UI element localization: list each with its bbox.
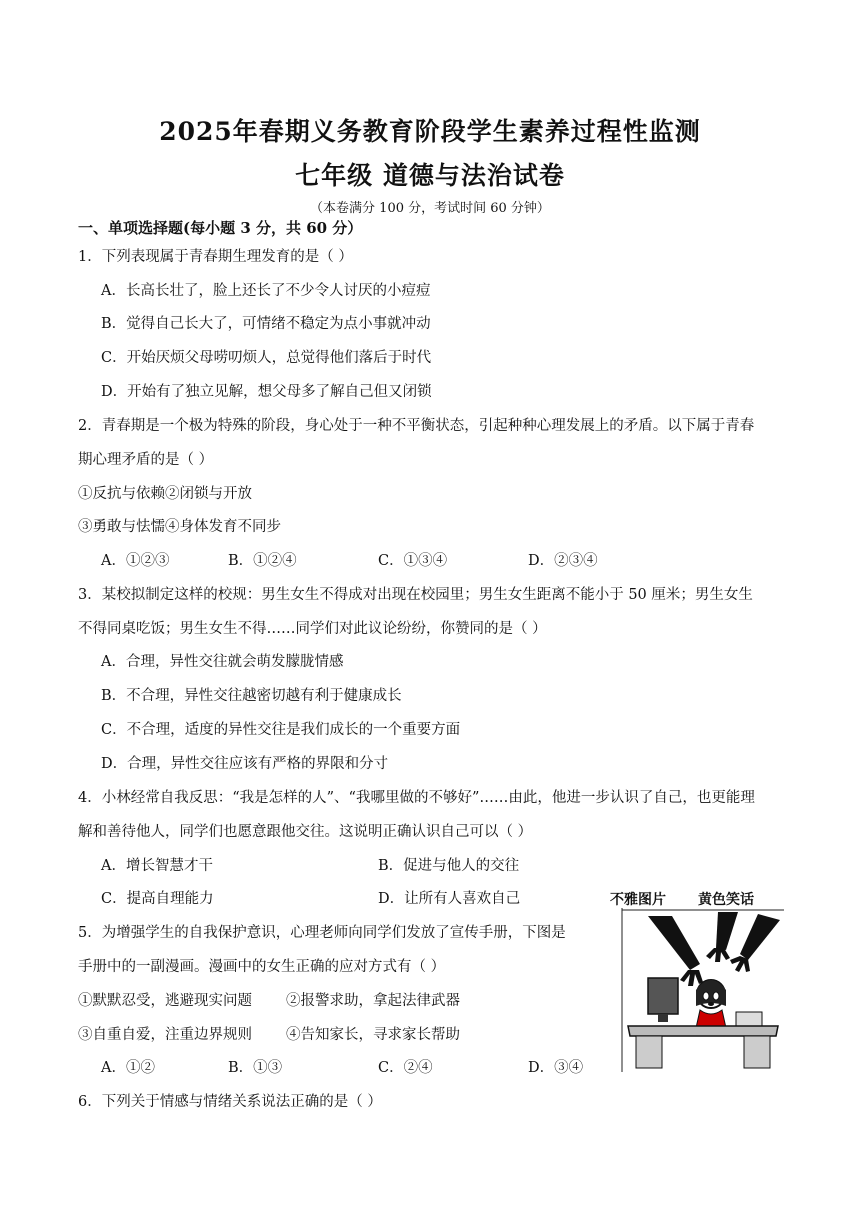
q1-stem: 1．下列表现属于青春期生理发育的是（ ）	[78, 249, 353, 265]
q4-option-d: D．让所有人喜欢自己	[378, 891, 521, 907]
q6-stem: 6．下列关于情感与情绪关系说法正确的是（ ）	[78, 1094, 382, 1110]
q5-option-a: A．①②	[101, 1060, 155, 1076]
q5-option-b: B．①③	[228, 1060, 283, 1076]
q2-items-line1: ①反抗与依赖②闭锁与开放	[78, 486, 252, 502]
q4-stem-line1: 4．小林经常自我反思：“我是怎样的人”、“我哪里做的不够好”……由此，他进一步认识了自己，也更能理	[78, 790, 755, 806]
q5-stem-line2: 手册中的一副漫画。漫画中的女生正确的应对方式有（ ）	[78, 959, 446, 975]
q5-option-c: C．②④	[378, 1060, 433, 1076]
q5-item-4: ④告知家长，寻求家长帮助	[286, 1027, 460, 1043]
q2-items-line2: ③勇敢与怯懦④身体发育不同步	[78, 519, 281, 535]
q5-stem-line1: 5．为增强学生的自我保护意识，心理老师向同学们发放了宣传手册，下图是	[78, 925, 566, 941]
q3-option-b: B．不合理，异性交往越密切越有利于健康成长	[101, 688, 402, 704]
cartoon-caption-left: 不雅图片	[610, 892, 666, 908]
q2-stem-line2: 期心理矛盾的是（ ）	[78, 452, 214, 468]
q4-option-b: B．促进与他人的交往	[378, 858, 520, 874]
cartoon-illustration	[608, 886, 784, 1072]
q2-option-a: A．①②③	[101, 553, 170, 569]
q3-option-c: C．不合理，适度的异性交往是我们成长的一个重要方面	[101, 722, 461, 738]
q1-option-d: D．开始有了独立见解，想父母多了解自己但又闭锁	[101, 384, 432, 400]
q2-stem-line1: 2．青春期是一个极为特殊的阶段，身心处于一种不平衡状态，引起种种心理发展上的矛盾。以下属于青春	[78, 418, 755, 434]
cartoon-caption-right: 黄色笑话	[698, 892, 754, 908]
exam-subtitle: 七年级 道德与法治试卷	[295, 161, 565, 190]
section-heading: 一、单项选择题(每小题 3 分，共 60 分）	[78, 219, 363, 237]
q1-option-b: B．觉得自己长大了，可情绪不稳定为点小事就冲动	[101, 316, 431, 332]
q3-option-d: D．合理，异性交往应该有严格的界限和分寸	[101, 756, 389, 772]
q4-option-c: C．提高自理能力	[101, 891, 214, 907]
q4-stem-line2: 解和善待他人，同学们也愿意跟他交往。这说明正确认识自己可以（ ）	[78, 824, 533, 840]
q5-item-3: ③自重自爱，注重边界规则	[78, 1027, 252, 1043]
q2-option-c: C．①③④	[378, 553, 448, 569]
q3-stem-line1: 3．某校拟制定这样的校规：男生女生不得成对出现在校园里；男生女生距离不能小于 50 厘米；男生女生	[78, 587, 753, 603]
q3-stem-line2: 不得同桌吃饭；男生女生不得……同学们对此议论纷纷，你赞同的是（ ）	[78, 621, 547, 637]
q1-option-a: A．长高长壮了，脸上还长了不少令人讨厌的小痘痘	[101, 283, 431, 299]
q4-option-a: A．增长智慧才干	[101, 858, 213, 874]
q5-option-d: D．③④	[528, 1060, 584, 1076]
q3-option-a: A．合理，异性交往就会萌发朦胧情感	[101, 654, 344, 670]
q5-item-1: ①默默忍受，逃避现实问题	[78, 993, 252, 1009]
q2-option-d: D．②③④	[528, 553, 598, 569]
exam-title: 2025年春期义务教育阶段学生素养过程性监测	[159, 117, 701, 146]
cartoon-drawing	[608, 886, 784, 1072]
q2-option-b: B．①②④	[228, 553, 297, 569]
q5-item-2: ②报警求助，拿起法律武器	[286, 993, 460, 1009]
q1-option-c: C．开始厌烦父母唠叨烦人，总觉得他们落后于时代	[101, 350, 432, 366]
exam-note: （本卷满分 100 分，考试时间 60 分钟）	[310, 201, 550, 216]
